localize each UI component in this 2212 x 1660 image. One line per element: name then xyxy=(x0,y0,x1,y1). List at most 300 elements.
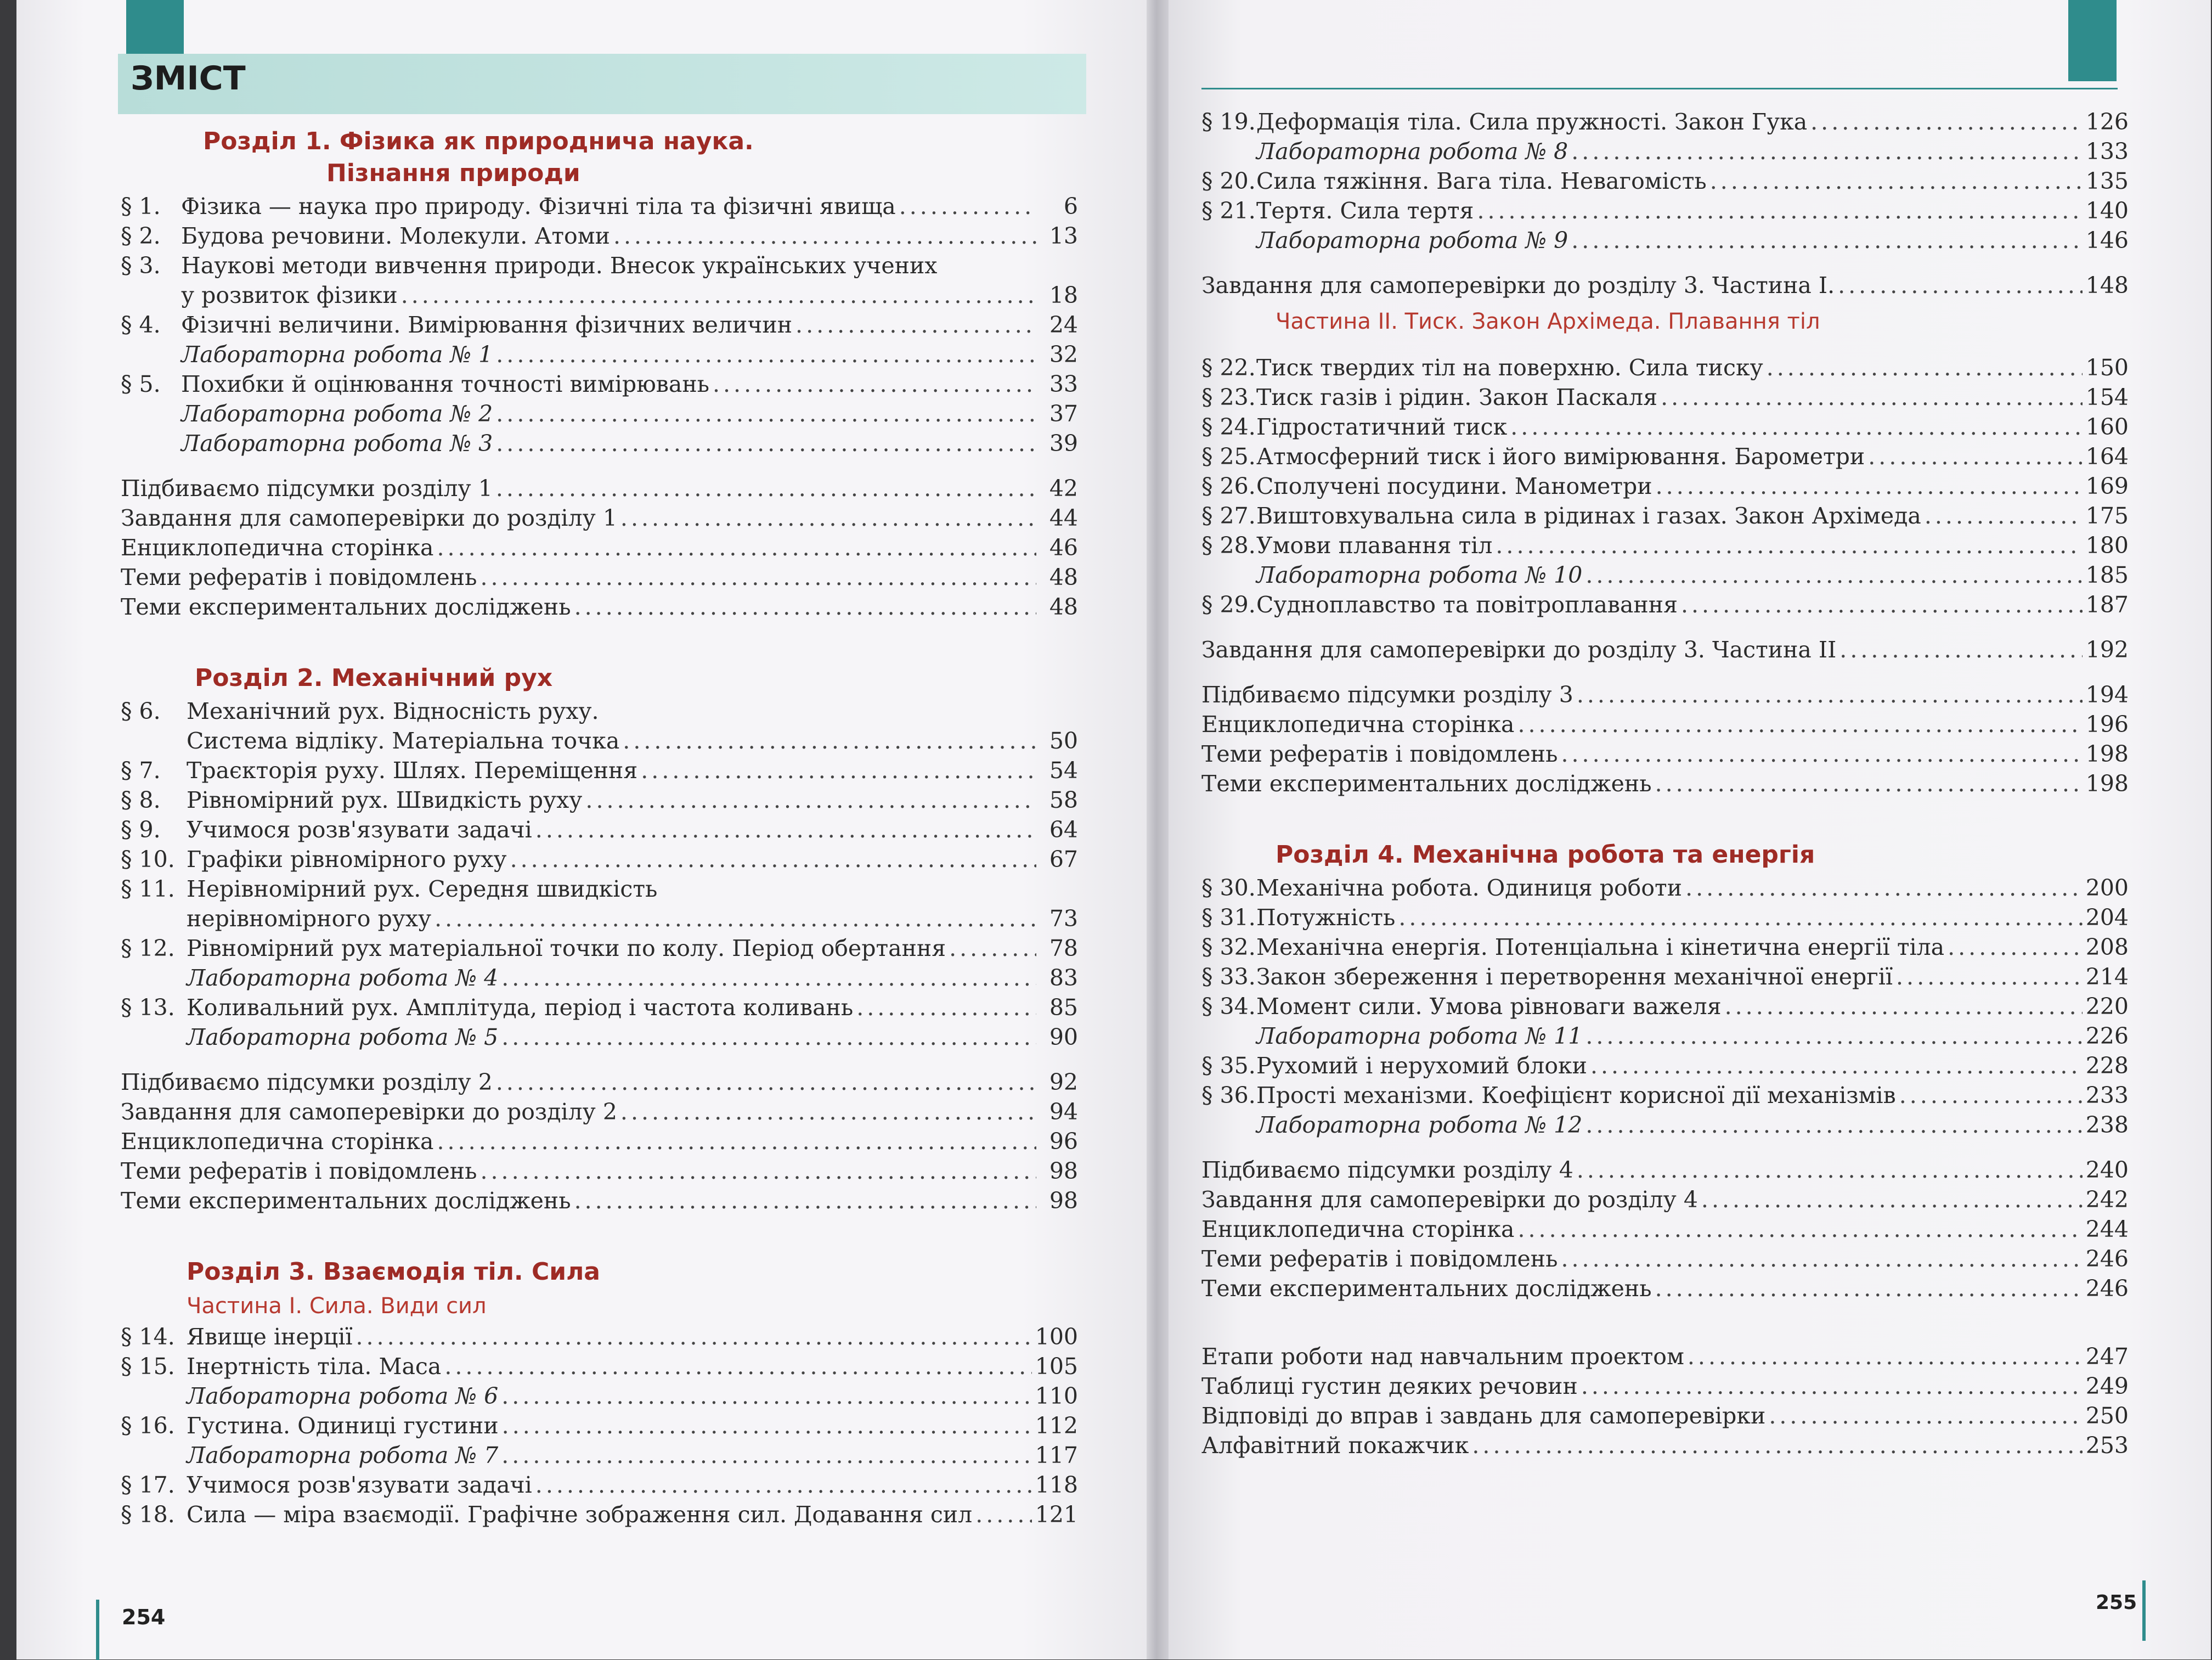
page-number: 233 xyxy=(2085,1082,2129,1108)
dot-leader xyxy=(444,1352,1031,1381)
entry-title: Учимося розв'язувати задачі xyxy=(187,1472,532,1498)
entry-title: Густина. Одиниці густини xyxy=(187,1413,499,1439)
dot-leader xyxy=(1585,560,2082,590)
page-number-left: 254 xyxy=(122,1605,166,1629)
header-band xyxy=(118,54,1086,114)
toc-entry[interactable] xyxy=(1201,1342,2129,1371)
page-number: 24 xyxy=(1049,312,1078,338)
entry-title: Завдання для самоперевірки до розділу 3. Частина ІІ xyxy=(1201,637,1837,663)
section2-extras xyxy=(121,1067,1078,1216)
entry-title: Підбиваємо підсумки розділу 4 xyxy=(1201,1157,1573,1183)
toc-entry[interactable] xyxy=(1201,590,2129,620)
toc-entry[interactable] xyxy=(121,280,1078,310)
paragraph-number: § 8. xyxy=(121,787,161,813)
page-number: 198 xyxy=(2085,770,2129,797)
dot-leader xyxy=(975,1500,1032,1529)
dot-leader xyxy=(1585,1110,2082,1140)
page-number: 58 xyxy=(1049,787,1078,813)
lab-work-title: Лабораторна робота № 1 xyxy=(181,341,493,368)
toc-entry[interactable] xyxy=(1201,1214,2129,1244)
dot-leader xyxy=(1581,1371,2083,1401)
toc-entry[interactable] xyxy=(1201,501,2129,531)
page-number: 220 xyxy=(2085,993,2129,1020)
paragraph-number: § 13. xyxy=(121,994,175,1021)
toc-entry[interactable] xyxy=(121,1067,1078,1097)
dot-leader xyxy=(1577,680,2083,710)
page-number: 228 xyxy=(2085,1053,2129,1079)
page-number: 200 xyxy=(2085,875,2129,901)
paragraph-number: § 5. xyxy=(121,371,161,397)
page-number: 194 xyxy=(2085,682,2129,708)
page-number: 33 xyxy=(1049,371,1078,397)
entry-title: Підбиваємо підсумки розділу 3 xyxy=(1201,682,1573,708)
page-number: 37 xyxy=(1049,401,1078,427)
entry-title: Таблиці густин деяких речовин xyxy=(1201,1373,1578,1399)
entry-title: Виштовхувальна сила в рідинах і газах. Закон Архімеда xyxy=(1256,503,1921,529)
lab-work-entry[interactable] xyxy=(1201,137,2129,166)
dot-leader xyxy=(1571,137,2082,166)
page-number: 164 xyxy=(2085,443,2129,470)
toc-entry[interactable] xyxy=(121,533,1078,562)
paragraph-number: § 7. xyxy=(121,757,161,784)
lab-work-title: Лабораторна робота № 2 xyxy=(181,401,493,427)
dot-leader xyxy=(1948,932,2083,962)
lab-work-entry[interactable] xyxy=(1201,1110,2129,1140)
footer-bar-left xyxy=(96,1600,99,1660)
paragraph-number: § 17. xyxy=(121,1472,175,1498)
lab-work-entry[interactable] xyxy=(121,1440,1078,1470)
dot-leader xyxy=(510,845,1036,874)
entry-title: Механічна енергія. Потенціальна і кінетична енергії тіла xyxy=(1256,934,1945,960)
toc-entry[interactable] xyxy=(121,1352,1078,1381)
dot-leader xyxy=(502,1411,1032,1440)
dot-leader xyxy=(501,1440,1031,1470)
entry-title: Наукові методи вивчення природи. Внесок українських учених xyxy=(181,252,938,279)
paragraph-number: § 24. xyxy=(1201,414,1256,440)
entry-title: Потужність xyxy=(1256,904,1396,931)
entry-title: Теми експериментальних досліджень xyxy=(1201,770,1652,797)
toc-entry[interactable] xyxy=(121,503,1078,533)
entry-title: Енциклопедична сторінка xyxy=(1201,711,1515,738)
toc-entry[interactable] xyxy=(1201,680,2129,710)
entry-title: Завдання для самоперевірки до розділу 2 xyxy=(121,1099,617,1125)
toc-entry[interactable] xyxy=(121,474,1078,503)
dot-leader xyxy=(1681,590,2083,620)
page-number: 85 xyxy=(1049,994,1078,1021)
entry-title: Явище інерції xyxy=(187,1324,353,1350)
paragraph-number: § 18. xyxy=(121,1501,175,1528)
dot-leader xyxy=(1517,710,2082,739)
section2-entries xyxy=(121,696,1078,1052)
toc-entry[interactable] xyxy=(121,785,1078,815)
lab-work-entry[interactable] xyxy=(1201,560,2129,590)
dot-leader xyxy=(535,1470,1032,1500)
teal-corner-tab-left xyxy=(126,0,184,55)
dot-leader xyxy=(1767,353,2083,382)
toc-right xyxy=(1201,107,2129,1460)
entry-title: Теми рефератів і повідомлень xyxy=(1201,1246,1558,1272)
paragraph-number: § 28. xyxy=(1201,532,1256,559)
toc-entry[interactable] xyxy=(121,933,1078,963)
part2-task xyxy=(1201,635,2129,665)
lab-work-entry[interactable] xyxy=(121,1381,1078,1411)
page-number: 64 xyxy=(1049,817,1078,843)
paragraph-number: § 21. xyxy=(1201,198,1256,224)
page-number: 192 xyxy=(2085,637,2129,663)
entry-title: Система відліку. Матеріальна точка xyxy=(187,728,620,754)
toc-entry[interactable] xyxy=(1201,531,2129,560)
lab-work-entry[interactable] xyxy=(121,1022,1078,1052)
entry-title: Тиск газів і рідин. Закон Паскаля xyxy=(1256,384,1658,410)
toc-entry[interactable] xyxy=(1201,739,2129,769)
entry-title: Момент сили. Умова рівноваги важеля xyxy=(1256,993,1722,1020)
paragraph-number: § 22. xyxy=(1201,354,1256,381)
entry-title: Тиск твердих тіл на поверхню. Сила тиску xyxy=(1256,354,1763,381)
toc-entry[interactable] xyxy=(121,221,1078,251)
dot-leader xyxy=(713,369,1036,399)
part-heading: Частина ІІ. Тиск. Закон Архімеда. Плавання тіл xyxy=(1276,309,1820,334)
lab-work-title: Лабораторна робота № 3 xyxy=(181,430,493,457)
dot-leader xyxy=(1896,962,2083,992)
toc-entry[interactable] xyxy=(1201,471,2129,501)
toc-entry[interactable] xyxy=(1201,1401,2129,1431)
toc-entry[interactable] xyxy=(121,1186,1078,1216)
dot-leader xyxy=(1838,271,2083,300)
entry-title: Етапи роботи над навчальним проектом xyxy=(1201,1343,1684,1370)
dot-leader xyxy=(1810,107,2083,137)
dot-leader xyxy=(1710,166,2083,196)
entry-title: Механічний рух. Відносність руху. xyxy=(187,698,599,724)
page-number: 73 xyxy=(1049,905,1078,932)
paragraph-number: § 25. xyxy=(1201,443,1256,470)
toc-entry[interactable] xyxy=(121,310,1078,340)
section4-entries xyxy=(1201,873,2129,1140)
section1-entries xyxy=(121,192,1078,458)
toc-entry[interactable] xyxy=(1201,1244,2129,1274)
dot-leader xyxy=(1899,1081,2083,1110)
toc-entry[interactable] xyxy=(121,993,1078,1022)
entry-title: Сполучені посудини. Манометри xyxy=(1256,473,1652,499)
section-heading: Розділ 4. Механічна робота та енергія xyxy=(1276,841,1815,869)
lab-work-entry[interactable] xyxy=(121,429,1078,458)
entry-title: Траєкторія руху. Шлях. Переміщення xyxy=(187,757,638,784)
footer-bar-right xyxy=(2142,1580,2146,1641)
dot-leader xyxy=(1839,635,2082,665)
dot-leader xyxy=(480,562,1036,592)
page-number: 32 xyxy=(1049,341,1078,368)
dot-leader xyxy=(1656,471,2083,501)
toc-entry[interactable] xyxy=(121,1097,1078,1127)
section3-extras xyxy=(1201,680,2129,798)
dot-leader xyxy=(1769,1401,2082,1431)
entry-title: Гідростатичний тиск xyxy=(1256,414,1508,440)
entry-title: Прості механізми. Коефіцієнт корисної дії механізмів xyxy=(1256,1082,1896,1108)
toc-entry[interactable] xyxy=(121,192,1078,221)
entry-title: Похибки й оцінювання точності вимірювань xyxy=(181,371,709,397)
dot-leader xyxy=(1655,1274,2083,1303)
dot-leader xyxy=(356,1322,1031,1352)
page-number: 208 xyxy=(2085,934,2129,960)
dot-leader xyxy=(437,533,1036,562)
toc-entry[interactable] xyxy=(1201,1185,2129,1214)
dot-leader xyxy=(1688,1342,2083,1371)
lab-work-title: Лабораторна робота № 8 xyxy=(1256,138,1568,165)
paragraph-number: § 16. xyxy=(121,1413,175,1439)
toc-entry[interactable] xyxy=(1201,196,2129,226)
lab-work-title: Лабораторна робота № 4 xyxy=(187,965,499,991)
entry-title: Теми експериментальних досліджень xyxy=(121,594,571,620)
toc-entry[interactable] xyxy=(121,845,1078,874)
paragraph-number: § 32. xyxy=(1201,934,1256,960)
toc-entry[interactable] xyxy=(121,1156,1078,1186)
dot-leader xyxy=(1701,1185,2083,1214)
lab-work-title: Лабораторна робота № 7 xyxy=(187,1442,499,1468)
page-number: 242 xyxy=(2085,1186,2129,1213)
dot-leader xyxy=(1561,739,2082,769)
paragraph-number: § 11. xyxy=(121,876,175,902)
dot-leader xyxy=(1510,412,2082,442)
dot-leader xyxy=(574,592,1036,622)
page-number: 246 xyxy=(2085,1275,2129,1302)
entry-title: Енциклопедична сторінка xyxy=(121,1128,434,1155)
toc-entry[interactable] xyxy=(1201,1051,2129,1081)
entry-title: Рухомий і нерухомий блоки xyxy=(1256,1053,1587,1079)
page-number: 94 xyxy=(1049,1099,1078,1125)
dot-leader xyxy=(1398,903,2082,932)
page-number: 175 xyxy=(2085,503,2129,529)
toc-entry[interactable] xyxy=(1201,962,2129,992)
paragraph-number: § 19. xyxy=(1201,109,1256,135)
page-number: 154 xyxy=(2085,384,2129,410)
toc-entry[interactable] xyxy=(1201,353,2129,382)
page-number: 247 xyxy=(2085,1343,2129,1370)
toc-entry[interactable] xyxy=(1201,710,2129,739)
entry-title: Енциклопедична сторінка xyxy=(121,534,434,561)
paragraph-number: § 2. xyxy=(121,223,161,249)
dot-leader xyxy=(496,340,1036,369)
section3-entries xyxy=(121,1322,1078,1529)
page-number: 140 xyxy=(2085,198,2129,224)
page-number: 253 xyxy=(2085,1432,2129,1459)
paragraph-number: § 3. xyxy=(121,252,161,279)
page-number: 90 xyxy=(1049,1024,1078,1050)
section3-part2-entries xyxy=(1201,353,2129,620)
dot-leader xyxy=(1655,769,2083,798)
page-number: 250 xyxy=(2085,1403,2129,1429)
paragraph-number: § 20. xyxy=(1201,168,1256,194)
entry-title: Рівномірний рух матеріальної точки по колу. Період обертання xyxy=(187,935,946,961)
page-number: 187 xyxy=(2085,592,2129,618)
page-number: 249 xyxy=(2085,1373,2129,1399)
toc-entry[interactable] xyxy=(1201,1081,2129,1110)
toc-entry[interactable] xyxy=(1201,769,2129,798)
toc-entry[interactable] xyxy=(1201,107,2129,137)
paragraph-number: § 15. xyxy=(121,1353,175,1380)
toc-entry[interactable] xyxy=(121,1411,1078,1440)
dot-leader xyxy=(585,785,1036,815)
page-number: 44 xyxy=(1049,505,1078,531)
page-number: 96 xyxy=(1049,1128,1078,1155)
toc-entry[interactable] xyxy=(1201,903,2129,932)
dot-leader xyxy=(613,221,1036,251)
toc-left xyxy=(121,123,1078,1529)
entry-title: Тертя. Сила тертя xyxy=(1256,198,1474,224)
toc-entry[interactable] xyxy=(1201,1274,2129,1303)
toc-entry[interactable] xyxy=(121,369,1078,399)
dot-leader xyxy=(437,1127,1036,1156)
toc-entry[interactable] xyxy=(121,904,1078,933)
toc-entry[interactable] xyxy=(1201,635,2129,665)
page-number: 246 xyxy=(2085,1246,2129,1272)
page-number: 118 xyxy=(1035,1472,1078,1498)
lab-work-entry[interactable] xyxy=(121,340,1078,369)
toc-entry[interactable] xyxy=(121,1500,1078,1529)
dot-leader xyxy=(496,399,1036,429)
lab-work-entry[interactable] xyxy=(1201,226,2129,255)
lab-work-title: Лабораторна робота № 12 xyxy=(1256,1112,1583,1138)
dot-leader xyxy=(1685,873,2083,903)
page-number: 50 xyxy=(1049,728,1078,754)
paragraph-number: § 23. xyxy=(1201,384,1256,410)
lab-work-entry[interactable] xyxy=(1201,1021,2129,1051)
toc-entry[interactable] xyxy=(121,756,1078,785)
dot-leader xyxy=(1561,1244,2082,1274)
entry-title: Підбиваємо підсумки розділу 1 xyxy=(121,475,493,502)
page-number: 214 xyxy=(2085,964,2129,990)
toc-entry[interactable] xyxy=(121,874,1078,904)
dot-leader xyxy=(1590,1051,2083,1081)
page-number: 126 xyxy=(2085,109,2129,135)
paragraph-number: § 35. xyxy=(1201,1053,1256,1079)
toc-entry[interactable] xyxy=(1201,1431,2129,1460)
paragraph-number: § 12. xyxy=(121,935,175,961)
page-number: 100 xyxy=(1035,1324,1078,1350)
toc-entry[interactable] xyxy=(1201,932,2129,962)
toc-entry[interactable] xyxy=(1201,412,2129,442)
paragraph-number: § 1. xyxy=(121,193,161,220)
toc-entry[interactable] xyxy=(1201,271,2129,300)
page-number: 240 xyxy=(2085,1157,2129,1183)
entry-title: у розвиток фізики xyxy=(181,282,398,308)
page-number: 135 xyxy=(2085,168,2129,194)
toc-entry[interactable] xyxy=(121,251,1078,280)
toc-entry[interactable] xyxy=(1201,992,2129,1021)
entry-title: Теми рефератів і повідомлень xyxy=(1201,741,1558,767)
dot-leader xyxy=(1725,992,2083,1021)
toc-entry[interactable] xyxy=(121,1127,1078,1156)
page-number: 67 xyxy=(1049,846,1078,873)
dot-leader xyxy=(899,192,1036,221)
entry-title: Завдання для самоперевірки до розділу 3. Частина І. xyxy=(1201,272,1835,299)
entry-title: Атмосферний тиск і його вимірювання. Барометри xyxy=(1256,443,1865,470)
lab-work-title: Лабораторна робота № 6 xyxy=(187,1383,499,1409)
page-number: 180 xyxy=(2085,532,2129,559)
entry-title: Учимося розв'язувати задачі xyxy=(187,817,532,843)
toc-entry[interactable] xyxy=(121,1322,1078,1352)
page-number: 6 xyxy=(1063,193,1078,220)
toc-entry[interactable] xyxy=(121,592,1078,622)
dot-leader xyxy=(535,815,1036,845)
paragraph-number: § 6. xyxy=(121,698,161,724)
dot-leader xyxy=(496,429,1036,458)
lab-work-entry[interactable] xyxy=(121,963,1078,993)
entry-title: Судноплавство та повітроплавання xyxy=(1256,592,1678,618)
page-number: 150 xyxy=(2085,354,2129,381)
toc-entry[interactable] xyxy=(121,815,1078,845)
dot-leader xyxy=(496,474,1036,503)
entry-title: Завдання для самоперевірки до розділу 4 xyxy=(1201,1186,1698,1213)
dot-leader xyxy=(949,933,1036,963)
page-number: 83 xyxy=(1049,965,1078,991)
appendix-entries xyxy=(1201,1342,2129,1460)
toc-entry[interactable] xyxy=(121,726,1078,756)
dot-leader xyxy=(1868,442,2082,471)
entry-title: Закон збереження і перетворення механічної енергії xyxy=(1256,964,1893,990)
dot-leader xyxy=(1577,1155,2083,1185)
toc-entry[interactable] xyxy=(121,1470,1078,1500)
dot-leader xyxy=(1472,1431,2082,1460)
dot-leader xyxy=(496,1067,1036,1097)
entry-title: нерівномірного руху xyxy=(187,905,432,932)
page-number: 78 xyxy=(1049,935,1078,961)
toc-entry[interactable] xyxy=(1201,1371,2129,1401)
paragraph-number: § 26. xyxy=(1201,473,1256,499)
paragraph-number: § 31. xyxy=(1201,904,1256,931)
dot-leader xyxy=(1571,226,2082,255)
entry-title: Деформація тіла. Сила пружності. Закон Гука xyxy=(1256,109,1808,135)
dot-leader xyxy=(501,963,1036,993)
page-number: 238 xyxy=(2085,1112,2129,1138)
toc-entry[interactable] xyxy=(1201,873,2129,903)
entry-title: Графіки рівномірного руху xyxy=(187,846,507,873)
paragraph-number: § 34. xyxy=(1201,993,1256,1020)
paragraph-number: § 29. xyxy=(1201,592,1256,618)
page-number: 48 xyxy=(1049,594,1078,620)
page-number: 98 xyxy=(1049,1188,1078,1214)
page-number: 112 xyxy=(1035,1413,1078,1439)
dot-leader xyxy=(795,310,1036,340)
entry-title: Будова речовини. Молекули. Атоми xyxy=(181,223,610,249)
paragraph-number: § 10. xyxy=(121,846,175,873)
lab-work-entry[interactable] xyxy=(121,399,1078,429)
page-number: 110 xyxy=(1035,1383,1078,1409)
toc-entry[interactable] xyxy=(1201,166,2129,196)
page-number-right: 255 xyxy=(2096,1591,2137,1614)
page-number: 42 xyxy=(1049,475,1078,502)
page-number: 146 xyxy=(2085,227,2129,254)
dot-leader xyxy=(1496,531,2082,560)
toc-entry[interactable] xyxy=(121,562,1078,592)
entry-title: Нерівномірний рух. Середня швидкість xyxy=(187,876,658,902)
entry-title: Сила тяжіння. Вага тіла. Невагомість xyxy=(1256,168,1707,194)
entry-title: Енциклопедична сторінка xyxy=(1201,1216,1515,1242)
entry-title: Теми експериментальних досліджень xyxy=(121,1188,571,1214)
dot-leader xyxy=(480,1156,1036,1186)
toc-entry[interactable] xyxy=(121,696,1078,726)
lab-work-title: Лабораторна робота № 9 xyxy=(1256,227,1568,254)
toc-entry[interactable] xyxy=(1201,1155,2129,1185)
part1-task xyxy=(1201,271,2129,300)
entry-title: Теми рефератів і повідомлень xyxy=(121,1158,477,1184)
toc-entry[interactable] xyxy=(1201,382,2129,412)
paragraph-number: § 27. xyxy=(1201,503,1256,529)
page-number: 244 xyxy=(2085,1216,2129,1242)
toc-entry[interactable] xyxy=(1201,442,2129,471)
page-number: 18 xyxy=(1049,282,1078,308)
book-spine xyxy=(1147,0,1169,1659)
page-number: 204 xyxy=(2085,904,2129,931)
page-number: 54 xyxy=(1049,757,1078,784)
